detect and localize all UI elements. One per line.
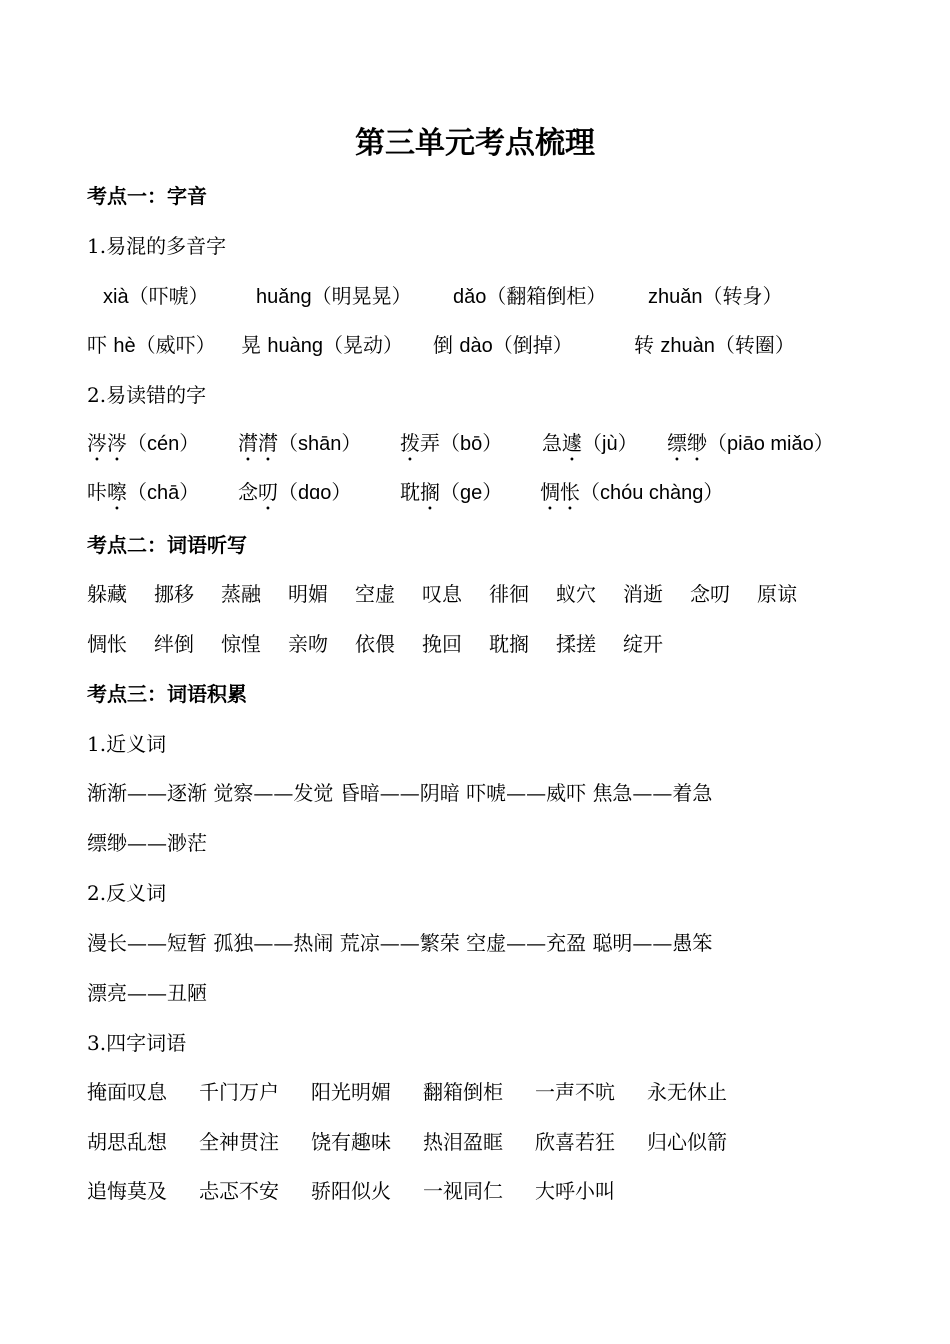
paren: ）	[703, 480, 724, 504]
character: 倒	[433, 333, 460, 357]
synonym-row	[87, 779, 712, 807]
dictation-word: 绊倒	[154, 632, 194, 656]
dotted-character: 怅	[560, 480, 580, 504]
paren: （	[278, 480, 298, 504]
misread-item	[400, 429, 542, 466]
dictation-word: 明媚	[288, 582, 328, 606]
character: 晃	[241, 333, 268, 357]
dictation-word: 绽开	[623, 632, 663, 656]
misread-item	[542, 429, 667, 466]
pinyin: piāo miǎo	[727, 433, 814, 455]
dotted-character: 涔	[107, 431, 127, 455]
word-pair: 觉察——发觉	[213, 781, 334, 805]
misread-item	[87, 429, 238, 466]
dictation-word: 空虚	[355, 582, 395, 606]
dictation-word: 惊惶	[221, 632, 261, 656]
pinyin: zhuàn	[660, 335, 715, 357]
misread-item	[238, 429, 400, 466]
paren: ）	[341, 431, 362, 455]
word-pair: 孤独——热闹	[213, 931, 334, 955]
dictation-row	[87, 580, 824, 608]
word	[400, 431, 440, 455]
word	[540, 480, 580, 504]
dictation-word: 躲藏	[87, 582, 127, 606]
dictation-word: 耽搁	[489, 632, 529, 656]
antonym-row	[87, 929, 712, 957]
dictation-word: 蒸融	[221, 582, 261, 606]
pinyin: huǎng	[256, 286, 312, 308]
paren: ）	[179, 480, 200, 504]
synonym-row	[87, 829, 207, 857]
dictation-word: 原谅	[757, 582, 797, 606]
word	[87, 480, 127, 504]
dotted-character: 惆	[540, 480, 560, 504]
word	[400, 480, 440, 504]
word-pair: 聪明——愚笨	[592, 931, 713, 955]
pinyin: hè	[113, 335, 136, 357]
antonym-row	[87, 979, 207, 1007]
dotted-character: 遽	[562, 431, 582, 455]
subheading: 3.四字词语	[87, 1031, 187, 1055]
example-word: （明晃晃）	[311, 284, 412, 308]
word-pair: 空虚——充盈	[466, 931, 587, 955]
misread-item	[87, 478, 238, 515]
paren: （	[127, 480, 147, 504]
dotted-character: 搁	[420, 480, 440, 504]
polyphone-row	[87, 331, 814, 360]
polyphone-row	[103, 282, 808, 311]
pinyin: dɑo	[298, 482, 332, 504]
paren: ）	[617, 431, 638, 455]
dotted-character: 潸	[258, 431, 278, 455]
polyphone-item	[453, 282, 648, 311]
pinyin: bō	[460, 433, 483, 455]
dictation-word: 叹息	[422, 582, 462, 606]
word-pair: 漫长——短暂	[87, 931, 207, 955]
dotted-character: 涔	[87, 431, 107, 455]
idiom: 欣喜若狂	[535, 1130, 615, 1154]
idiom: 骄阳似火	[311, 1179, 391, 1203]
dictation-word: 揉搓	[556, 632, 596, 656]
polyphone-item	[103, 282, 256, 311]
character: 耽	[400, 480, 420, 504]
example-word: （威吓）	[135, 333, 216, 357]
example-word: （翻箱倒柜）	[486, 284, 607, 308]
paren: （	[582, 431, 602, 455]
pinyin: zhuǎn	[648, 286, 703, 308]
dotted-character: 叨	[258, 480, 278, 504]
dictation-word: 挪移	[154, 582, 194, 606]
misread-item	[540, 478, 760, 515]
example-word: （转身）	[702, 284, 783, 308]
polyphone-item	[87, 331, 241, 360]
subheading: 1.近义词	[87, 732, 167, 756]
paren: （	[440, 431, 460, 455]
idiom: 阳光明媚	[311, 1080, 391, 1104]
character: 吓	[87, 333, 114, 357]
idiom: 全神贯注	[199, 1130, 279, 1154]
dictation-word: 依偎	[355, 632, 395, 656]
idiom: 千门万户	[199, 1080, 279, 1104]
example-word: （吓唬）	[128, 284, 209, 308]
word-pair: 缥缈——渺茫	[87, 831, 207, 855]
word	[238, 431, 278, 455]
word	[667, 431, 707, 455]
character: 转	[634, 333, 661, 357]
dictation-word: 蚁穴	[556, 582, 596, 606]
word-pair: 吓唬——威吓	[466, 781, 587, 805]
idiom-row	[87, 1128, 759, 1156]
paren: ）	[482, 431, 503, 455]
example-word: （晃动）	[322, 333, 403, 357]
paren: （	[580, 480, 600, 504]
dotted-character: 拨	[400, 431, 420, 455]
idiom: 掩面叹息	[87, 1080, 167, 1104]
idiom: 一声不吭	[535, 1080, 615, 1104]
paren: ）	[179, 431, 200, 455]
paren: ）	[331, 480, 352, 504]
pinyin: xià	[103, 286, 129, 308]
misread-item	[667, 429, 867, 466]
character: 咔	[87, 480, 107, 504]
pinyin: jù	[602, 433, 618, 455]
paren: （	[440, 480, 460, 504]
pinyin: chóu chàng	[600, 482, 704, 504]
paren: （	[707, 431, 727, 455]
word	[87, 431, 127, 455]
idiom: 永无休止	[647, 1080, 727, 1104]
example-word: （倒掉）	[492, 333, 573, 357]
pinyin: ge	[460, 482, 483, 504]
pinyin: chā	[147, 482, 180, 504]
idiom: 大呼小叫	[535, 1179, 615, 1203]
pinyin: dǎo	[453, 286, 487, 308]
section-heading: 考点三：词语积累	[87, 682, 247, 706]
character: 念	[238, 480, 258, 504]
subheading: 2.反义词	[87, 881, 167, 905]
dotted-character: 缥	[667, 431, 687, 455]
paren: ）	[813, 431, 834, 455]
dotted-character: 嚓	[107, 480, 127, 504]
paren: ）	[482, 480, 503, 504]
subheading: 1.易混的多音字	[87, 234, 227, 258]
subheading: 2.易读错的字	[87, 383, 207, 407]
page-title: 第三单元考点梳理	[355, 126, 595, 161]
character: 急	[542, 431, 562, 455]
idiom: 一视同仁	[423, 1179, 503, 1203]
dictation-row	[87, 630, 690, 658]
dictation-word: 念叨	[690, 582, 730, 606]
pinyin: shān	[298, 433, 342, 455]
polyphone-item	[241, 331, 433, 360]
polyphone-item	[256, 282, 453, 311]
idiom: 胡思乱想	[87, 1130, 167, 1154]
pinyin: dào	[459, 335, 493, 357]
word-pair: 渐渐——逐渐	[87, 781, 207, 805]
dictation-word: 亲吻	[288, 632, 328, 656]
idiom: 饶有趣味	[311, 1130, 391, 1154]
paren: （	[127, 431, 147, 455]
word	[238, 480, 278, 504]
word-pair: 漂亮——丑陋	[87, 981, 207, 1005]
misread-row	[87, 478, 760, 515]
character: 弄	[420, 431, 440, 455]
misread-item	[238, 478, 400, 515]
idiom: 翻箱倒柜	[423, 1080, 503, 1104]
word	[542, 431, 582, 455]
idiom: 归心似箭	[647, 1130, 727, 1154]
idiom: 追悔莫及	[87, 1179, 167, 1203]
polyphone-item	[634, 331, 814, 360]
dictation-word: 消逝	[623, 582, 663, 606]
dictation-word: 徘徊	[489, 582, 529, 606]
word-pair: 昏暗——阴暗	[339, 781, 460, 805]
idiom-row	[87, 1177, 647, 1205]
pinyin: cén	[147, 433, 180, 455]
section-heading: 考点二：词语听写	[87, 533, 247, 557]
polyphone-item	[433, 331, 634, 360]
example-word: （转圈）	[714, 333, 795, 357]
word-pair: 荒凉——繁荣	[339, 931, 460, 955]
dictation-word: 惆怅	[87, 632, 127, 656]
misread-item	[400, 478, 540, 515]
section-heading: 考点一：字音	[87, 184, 207, 208]
idiom-row	[87, 1078, 759, 1106]
dotted-character: 潸	[238, 431, 258, 455]
dictation-word: 挽回	[422, 632, 462, 656]
polyphone-item	[648, 282, 808, 311]
pinyin: huàng	[267, 335, 323, 357]
misread-row	[87, 429, 867, 466]
word-pair: 焦急——着急	[592, 781, 713, 805]
idiom: 忐忑不安	[199, 1179, 279, 1203]
dotted-character: 缈	[687, 431, 707, 455]
paren: （	[278, 431, 298, 455]
idiom: 热泪盈眶	[423, 1130, 503, 1154]
